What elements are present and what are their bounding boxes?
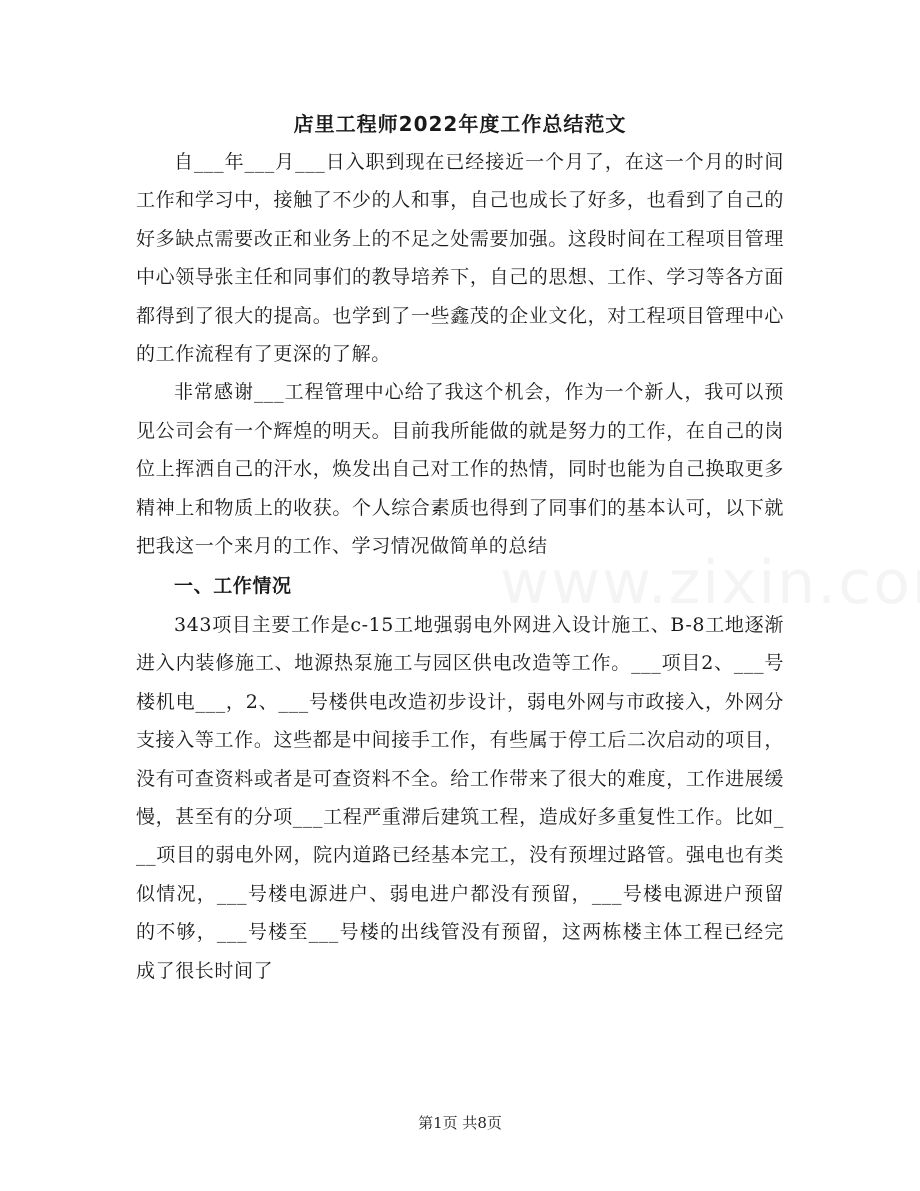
- paragraph-work-details: 343项目主要工作是c-15工地强弱电外网进入设计施工、B-8工地逐渐进入内装修施工、地源热泵施工与园区供电改造等工作。___项目2、___号楼机电___，2、___号楼供电改造初步设计，弱电外网与市政接入，外网分支接入等工作。这些都是中间接手工作，有些属于停工后二次启动的项目，没有可查资料或者是可查资料不全。给工作带来了很大的难度，工作进展缓慢，甚至有的分项___工程严重滞后建筑工程，造成好多重复性工作。比如___项目的弱电外网，院内道路已经基本完工，没有预埋过路管。强电也有类似情况，___号楼电源进户、弱电进户都没有预留，___号楼电源进户预留的不够，___号楼至___号楼的出线管没有预留，这两栋楼主体工程已经完成了很长时间了: [136, 613, 785, 982]
- document-title: 店里工程师2022年度工作总结范文: [293, 112, 627, 136]
- document-body: [136, 143, 784, 990]
- paragraph-thanks: 非常感谢___工程管理中心给了我这个机会，作为一个新人，我可以预见公司会有一个辉煌的明天。目前我所能做的就是努力的工作，在自己的岗位上挥洒自己的汗水，焕发出自己对工作的热情，同时也能为自己换取更多精神上和物质上的收获。个人综合素质也得到了同事们的基本认可，以下就把我这一个来月的工作、学习情况做简单的总结: [136, 381, 784, 558]
- page-footer: 第1页 共8页: [418, 1114, 502, 1132]
- paragraph-intro: 自___年___月___日入职到现在已经接近一个月了，在这一个月的时间工作和学习中，接触了不少的人和事，自己也成长了好多，也看到了自己的好多缺点需要改正和业务上的不足之处需要加强。这段时间在工程项目管理中心领导张主任和同事们的教导培养下，自己的思想、工作、学习等各方面都得到了很大的提高。也学到了一些鑫茂的企业文化，对工程项目管理中心的工作流程有了更深的了解。: [136, 151, 784, 366]
- section-heading-work: 一、工作情况: [174, 575, 292, 598]
